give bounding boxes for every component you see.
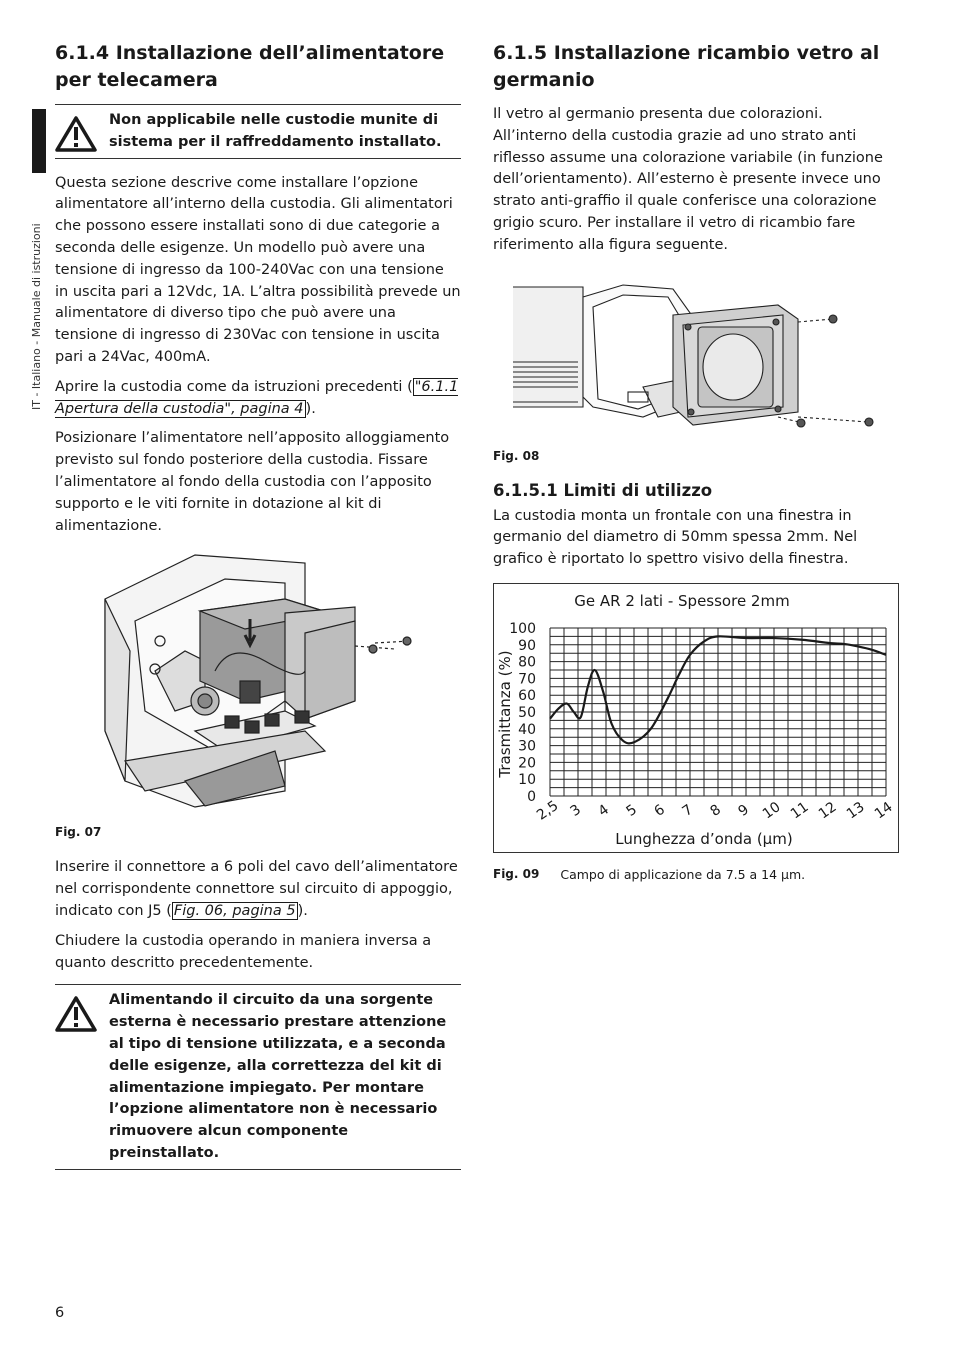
sidebar-marker (32, 109, 46, 173)
figure-07-label: Fig. 07 (55, 825, 102, 840)
warning-text-2: Alimentando il circuito da una sorgente esterna è necessario prestare attenzione al tipo di tensione utilizzata, e a seconda delle esigenze, alla correttezza del kit di alimentazione impiegato. Per montare l’opzione alimentatore non è necessario rimuovere alcun componente preinstallato. (109, 992, 447, 1161)
y-axis-label: Trasmittanza (%) (496, 650, 514, 778)
section-heading-power: 6.1.4 Installazione dell’alimentatore per telecamera (55, 42, 445, 91)
y-tick-label: 70 (518, 671, 536, 688)
y-tick-label: 60 (518, 688, 536, 705)
chart-svg (494, 584, 898, 852)
x-tick-label: 5 (623, 801, 640, 820)
warning-box-1 (55, 104, 461, 159)
right-column (493, 40, 900, 882)
paragraph: La custodia monta un frontale con una finestra in germanio del diametro di 50mm spessa 2mm. Nel grafico è riportato lo spettro visivo della finestra. (493, 507, 858, 568)
x-tick-label: 3 (567, 801, 584, 820)
text: Inserire il connettore a 6 poli del cavo dell’alimentatore nel corrispondente connettore sul circuito di appoggio, indicato con J5 ( (55, 859, 458, 919)
section-heading-germanium: 6.1.5 Installazione ricambio vetro al germanio (493, 42, 880, 91)
y-tick-label: 10 (518, 772, 536, 789)
y-tick-label: 0 (527, 788, 536, 805)
x-tick-label: 8 (707, 801, 724, 820)
x-tick-label: 2,5 (533, 797, 562, 824)
text: ). (297, 902, 308, 919)
figure-08-label: Fig. 08 (493, 448, 540, 463)
x-tick-label: 13 (843, 799, 868, 823)
x-axis-label: Lunghezza d’onda (µm) (615, 829, 793, 848)
paragraph: Questa sezione descrive come installare l’opzione alimentatore all’interno della custodia. Gli alimentatori che possono essere installati sono di due categorie a seconda delle esigenze. Un modello può avere una tensione di ingresso da 100-240Vac con una tensione in uscita pari a 12Vdc, 1A. L’altra possibilità prevede un alimentatore di diverso tipo che può avere una tensione di ingresso di 230Vac con tensione in uscita pari a 24Vac, 400mA. (55, 174, 461, 365)
figure-09-caption-row (493, 867, 900, 882)
warning-text-1: Non applicabile nelle custodie munite di sistema per il raffreddamento installato. (109, 112, 442, 150)
page-number: 6 (55, 1305, 65, 1321)
x-tick-label: 4 (595, 801, 612, 820)
paragraph (55, 857, 461, 922)
paragraph: Chiudere la custodia operando in maniera inversa a quanto descritto precedentemente. (55, 932, 432, 971)
figure-09-caption: Campo di applicazione da 7.5 a 14 µm. (560, 866, 806, 882)
x-tick-label: 14 (871, 799, 896, 823)
x-tick-label: 11 (787, 799, 812, 823)
cross-reference-link[interactable]: "6.1.1 Apertura della custodia", pagina 4 (55, 378, 459, 417)
chart-title: Ge AR 2 lati - Spessore 2mm (574, 591, 790, 610)
warning-box-2 (55, 984, 461, 1169)
x-tick-label: 10 (759, 799, 784, 823)
warning-icon (55, 996, 97, 1032)
y-tick-label: 50 (518, 704, 536, 721)
x-tick-label: 12 (815, 799, 840, 823)
text: ). (305, 400, 316, 417)
y-tick-label: 30 (518, 738, 536, 755)
sidebar-label: IT - Italiano - Manuale di istruzioni (30, 223, 43, 410)
x-tick-label: 6 (651, 801, 668, 820)
paragraph: Posizionare l’alimentatore nell’apposito alloggiamento previsto sul fondo posteriore della custodia. Fissare l’alimentatore al fondo della custodia con l’apposito supporto e le viti fornite in dotazione al kit di alimentazione. (55, 430, 450, 534)
subsection-heading-limits: 6.1.5.1 Limiti di utilizzo (493, 480, 713, 500)
transmittance-chart (493, 583, 899, 853)
y-tick-label: 40 (518, 721, 536, 738)
y-tick-label: 100 (509, 620, 536, 637)
warning-icon (55, 116, 97, 152)
figure-08-illustration (493, 267, 900, 437)
y-tick-label: 90 (518, 637, 536, 654)
y-tick-label: 20 (518, 755, 536, 772)
paragraph (55, 377, 461, 421)
x-tick-label: 7 (679, 801, 696, 820)
y-tick-label: 80 (518, 654, 536, 671)
cross-reference-link[interactable]: Fig. 06, pagina 5 (173, 902, 296, 919)
text: Aprire la custodia come da istruzioni precedenti ( (55, 378, 413, 395)
x-tick-label: 9 (735, 801, 752, 820)
left-column (55, 40, 461, 1184)
figure-09-label: Fig. 09 (493, 866, 540, 881)
paragraph: Il vetro al germanio presenta due colorazioni. All’interno della custodia grazie ad uno strato anti riflesso assume una colorazione variabile (in funzione dell’orientamento). All’esterno è presente invece uno strato anti-graffio il quale conferisce una colorazione grigio scuro. Per installare il vetro di ricambio fare riferimento alla figura seguente. (493, 106, 883, 253)
figure-07-illustration (55, 551, 461, 811)
